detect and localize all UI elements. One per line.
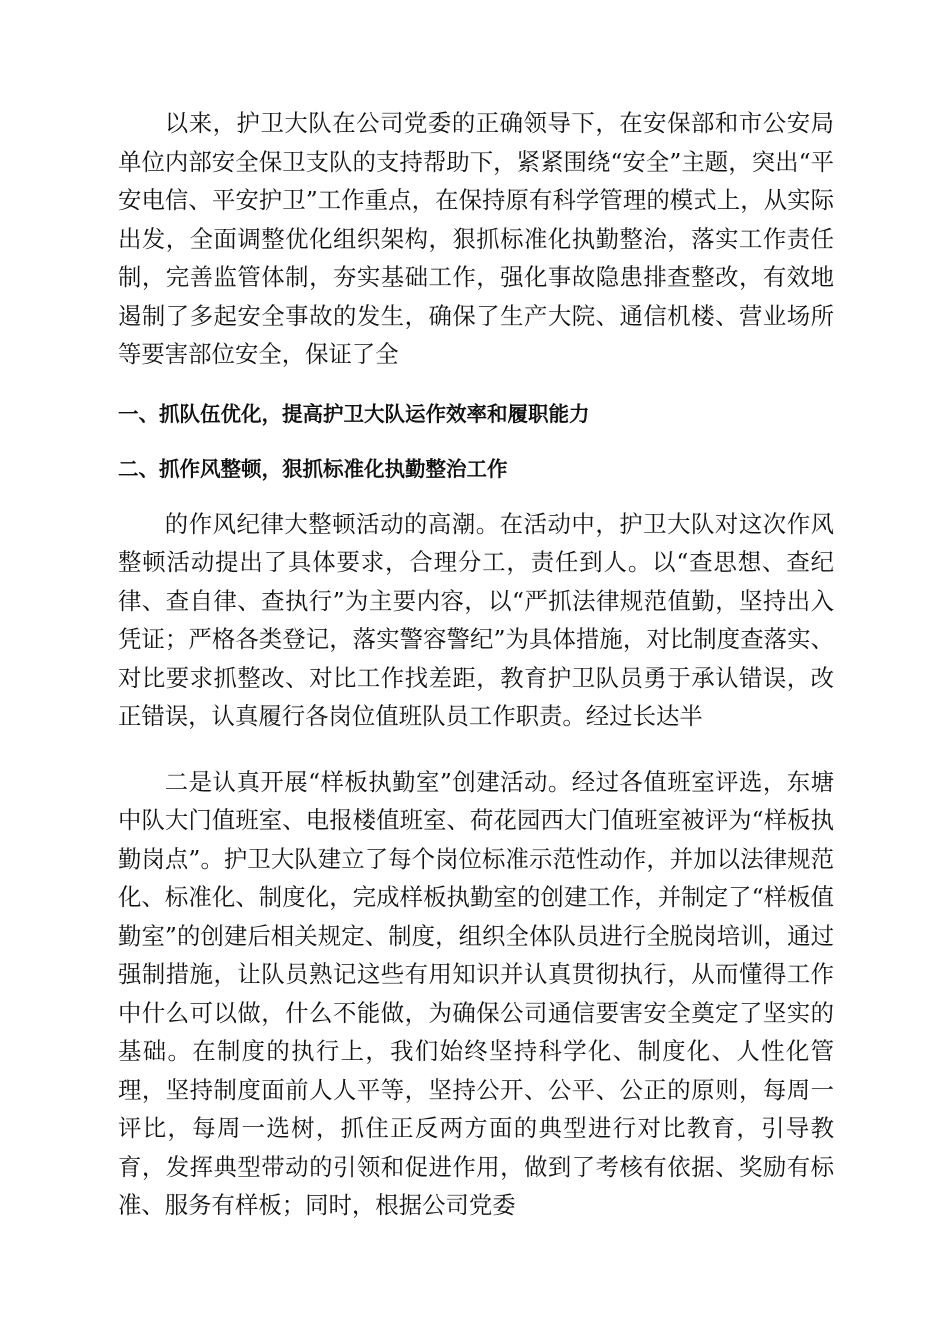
paragraph-intro: 以来，护卫大队在公司党委的正确领导下，在安保部和市公安局单位内部安全保卫支队的支持帮助下，紧紧围绕“安全”主题，突出“平安电信、平安护卫”工作重点，在保持原有科学管理的模式上，从实际出发，全面调整优化组织架构，狠抓标准化执勤整治，落实工作责任制，完善监管体制，夯实基础工作，强化事故隐患排查整改，有效地遏制了多起安全事故的发生，确保了生产大院、通信机楼、营业场所等要害部位安全，保证了全 — [118, 109, 834, 368]
section-heading-1: 一、抓队伍优化，提高护卫大队运作效率和履职能力 — [118, 401, 590, 426]
section-heading-2: 二、抓作风整顿，狠抓标准化执勤整治工作 — [118, 456, 508, 481]
paragraph-model-duty-room: 二是认真开展“样板执勤室”创建活动。经过各值班室评选，东塘中队大门值班室、电报楼值班室、荷花园西大门值班室被评为“样板执勤岗点”。护卫大队建立了每个岗位标准示范性动作，并加以法律规范化、标准化、制度化，完成样板执勤室的创建工作，并制定了“样板值勤室”的创建后相关规定、制度，组织全体队员进行全脱岗培训，通过强制措施，让队员熟记这些有用知识并认真贯彻执行，从而懂得工作中什么可以做，什么不能做，为确保公司通信要害安全奠定了坚实的基础。在制度的执行上，我们始终坚持科学化、制度化、人性化管理，坚持制度面前人人平等，坚持公开、公平、公正的原则，每周一评比，每周一选树，抓住正反两方面的典型进行对比教育，引导教育，发挥典型带动的引领和促进作用，做到了考核有依据、奖励有标准、服务有样板；同时，根据公司党委 — [118, 767, 834, 1219]
document-page — [118, 104, 834, 1225]
paragraph-rectification: 的作风纪律大整顿活动的高潮。在活动中，护卫大队对这次作风整顿活动提出了具体要求，合理分工，责任到人。以“查思想、查纪律、查自律、查执行”为主要内容，以“严抓法律规范值勤，坚持出入凭证；严格各类登记，落实警容警纪”为具体措施，对比制度查落实、对比要求抓整改、对比工作找差距，教育护卫队员勇于承认错误，改正错误，认真履行各岗位值班队员工作职责。经过长达半 — [118, 509, 834, 730]
